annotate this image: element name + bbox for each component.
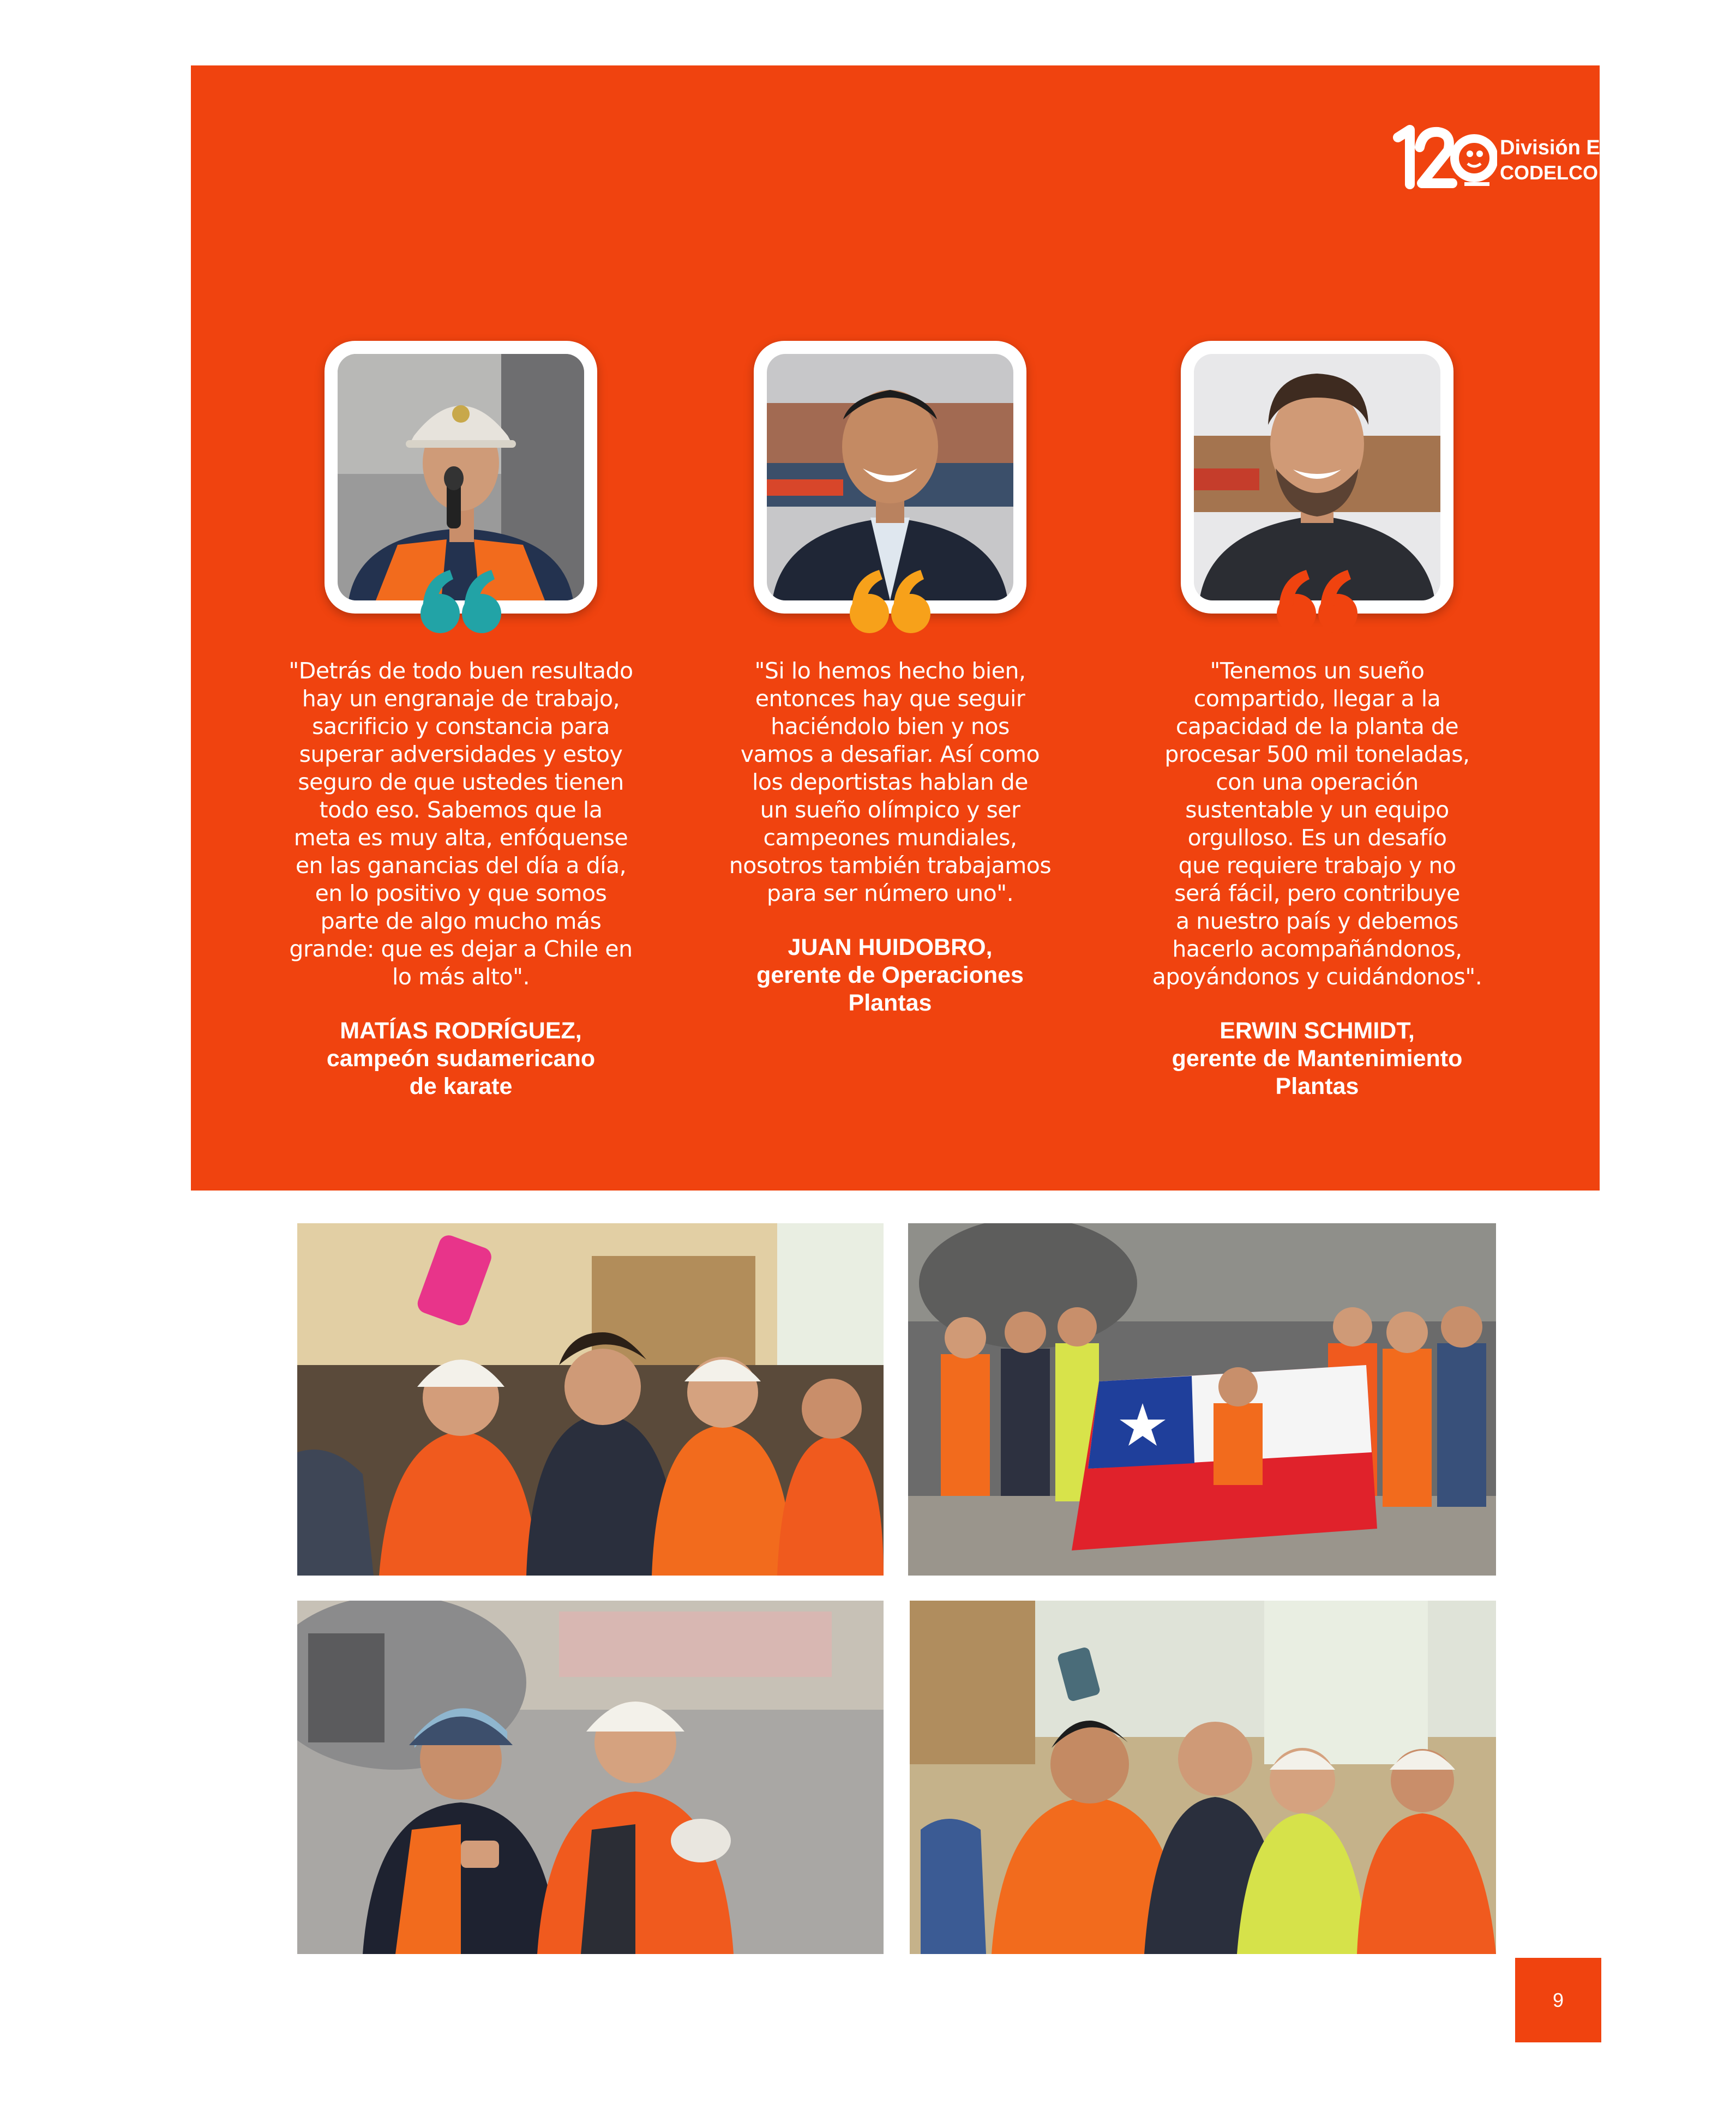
quote-line: hacerlo acompañándonos,	[1172, 936, 1462, 962]
portrait-photo	[767, 354, 1013, 600]
quote-line: lo más alto".	[392, 964, 530, 990]
testimonial-quote-1	[275, 657, 646, 991]
photo-flag-group	[908, 1223, 1496, 1576]
portrait-image	[767, 354, 1013, 600]
quote-line: en lo positivo y que somos	[315, 880, 607, 906]
quote-line: a nuestro país y debemos	[1176, 908, 1458, 934]
quote-line: seguro de que ustedes tienen	[298, 769, 624, 795]
quote-line: haciéndolo bien y nos	[771, 713, 1010, 740]
quote-mark-icon	[417, 567, 504, 635]
author-name: MATÍAS RODRÍGUEZ,	[340, 1018, 582, 1044]
quote-line: sustentable y un equipo	[1185, 797, 1449, 823]
quote-mark-icon	[846, 567, 934, 635]
quote-line: parte de algo mucho más	[320, 908, 602, 934]
testimonial-quote-3	[1132, 657, 1503, 991]
quote-line: "Detrás de todo buen resultado	[289, 658, 633, 684]
quote-line: vamos a desafiar. Así como	[740, 741, 1040, 767]
portrait-card-erwin	[1181, 341, 1453, 614]
author-role: campeón sudamericano	[326, 1045, 596, 1072]
portrait-image	[1194, 354, 1440, 600]
photo-thumbs-up	[297, 1601, 884, 1954]
quote-line: sacrificio y constancia para	[312, 713, 610, 740]
quote-line: orgulloso. Es un desafío	[1187, 825, 1447, 851]
logo-title: División El Teniente	[1500, 136, 1696, 159]
quote-line: "Tenemos un sueño	[1210, 658, 1425, 684]
page-number: 9	[1552, 1989, 1564, 2011]
quote-line: nosotros también trabajamos	[729, 852, 1052, 879]
portrait-card-juan	[754, 341, 1026, 614]
quote-mark-icon	[1274, 567, 1361, 635]
author-role: gerente de Operaciones	[756, 962, 1024, 988]
quote-line: capacidad de la planta de	[1175, 713, 1459, 740]
portrait-card-matias	[325, 341, 597, 614]
author-role: Plantas	[848, 990, 932, 1016]
author-role: Plantas	[1275, 1073, 1359, 1099]
testimonial-author-1	[275, 1017, 646, 1101]
testimonial-author-3	[1132, 1017, 1503, 1101]
author-role: de karate	[409, 1073, 513, 1099]
page-number-box	[1515, 1958, 1601, 2042]
portrait-photo	[1194, 354, 1440, 600]
testimonial-author-2	[705, 934, 1076, 1017]
photo-selfie-crowd	[910, 1601, 1496, 1954]
author-role: gerente de Mantenimiento	[1172, 1045, 1463, 1072]
quote-line: entonces hay que seguir	[755, 686, 1025, 712]
quote-line: los deportistas hablan de	[752, 769, 1028, 795]
testimonial-panel	[191, 65, 1696, 1191]
quote-line: apoyándonos y cuidándonos".	[1152, 964, 1482, 990]
portrait-photo	[338, 354, 584, 600]
quote-line: hay un engranaje de trabajo,	[302, 686, 620, 712]
logo-120-icon	[1388, 115, 1497, 196]
quote-line: "Si lo hemos hecho bien,	[754, 658, 1026, 684]
quote-line: un sueño olímpico y ser	[760, 797, 1020, 823]
quote-line: que requiere trabajo y no	[1178, 852, 1456, 879]
logo-subtitle: CODELCO	[1500, 161, 1598, 184]
author-name: JUAN HUIDOBRO,	[788, 934, 993, 960]
portrait-image	[338, 354, 584, 600]
quote-line: para ser número uno".	[766, 880, 1014, 906]
photo-selfie-group	[297, 1223, 884, 1576]
quote-line: superar adversidades y estoy	[299, 741, 623, 767]
quote-line: con una operación	[1216, 769, 1419, 795]
quote-line: campeones mundiales,	[763, 825, 1017, 851]
author-name: ERWIN SCHMIDT,	[1220, 1018, 1415, 1044]
quote-line: compartido, llegar a la	[1193, 686, 1441, 712]
quote-line: grande: que es dejar a Chile en	[289, 936, 633, 962]
division-logo	[1388, 115, 1704, 196]
quote-line: todo eso. Sabemos que la	[319, 797, 603, 823]
quote-line: meta es muy alta, enfóquense	[293, 825, 628, 851]
quote-line: será fácil, pero contribuye	[1174, 880, 1460, 906]
quote-line: en las ganancias del día a día,	[295, 852, 627, 879]
quote-line: procesar 500 mil toneladas,	[1164, 741, 1470, 767]
testimonial-quote-2	[705, 657, 1076, 907]
